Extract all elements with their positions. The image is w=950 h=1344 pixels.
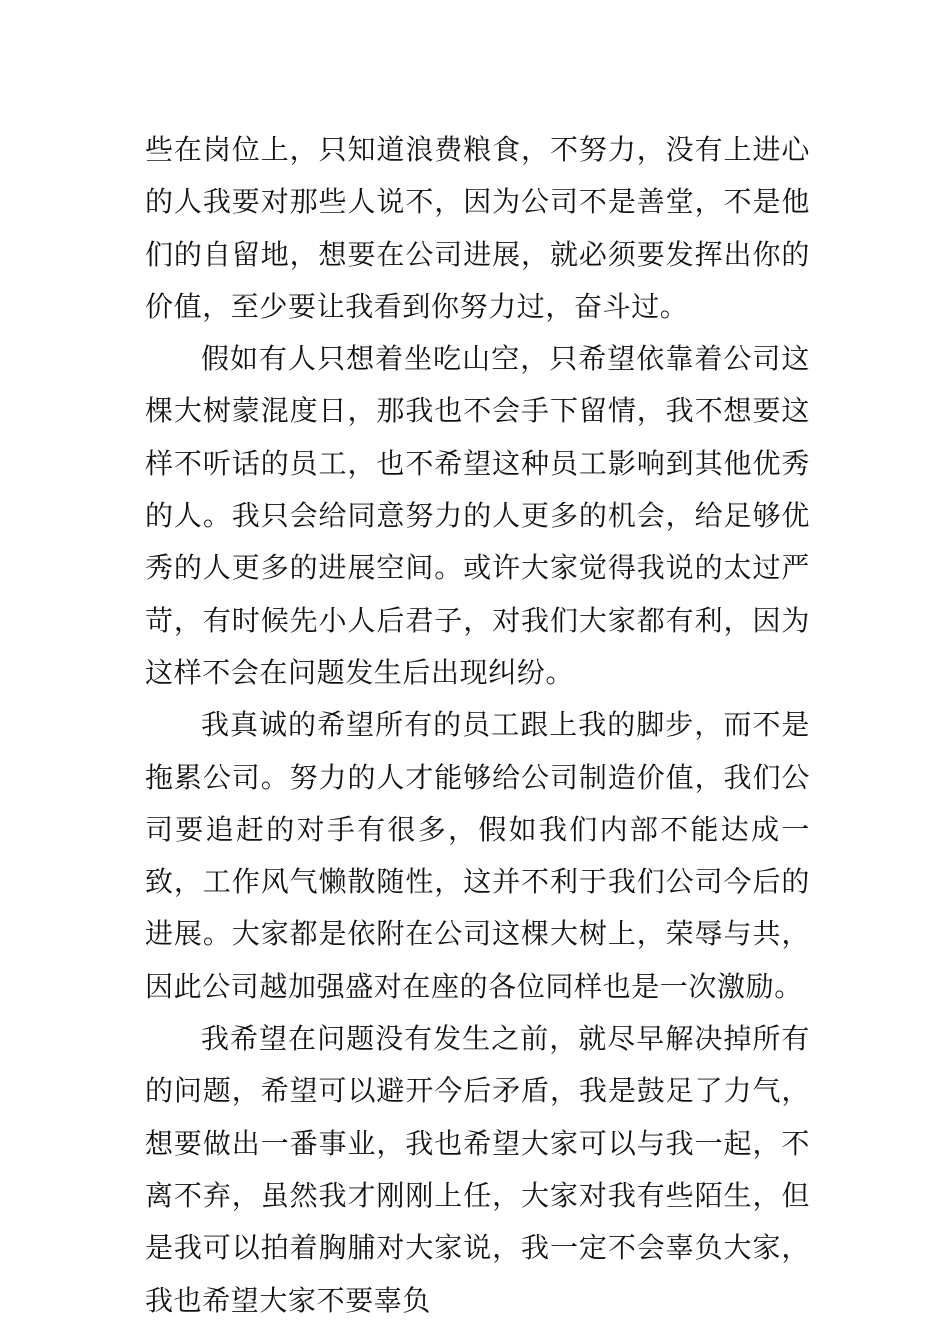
body-text (145, 124, 810, 1327)
paragraph-2: 假如有人只想着坐吃山空，只希望依靠着公司这棵大树蒙混度日，那我也不会手下留情，我不想要这样不听话的员工，也不希望这种员工影响到其他优秀的人。我只会给同意努力的人更多的机会，给足够优秀的人更多的进展空间。或许大家觉得我说的太过严苛，有时候先小人后君子，对我们大家都有利，因为这样不会在问题发生后出现纠纷。 (145, 342, 810, 689)
paragraph-3: 我真诚的希望所有的员工跟上我的脚步，而不是拖累公司。努力的人才能够给公司制造价值，我们公司要追赶的对手有很多，假如我们内部不能达成一致，工作风气懒散随性，这并不利于我们公司今后的进展。大家都是依附在公司这棵大树上，荣辱与共，因此公司越加强盛对在座的各位同样也是一次激励。 (145, 708, 810, 1003)
paragraph-4: 我希望在问题没有发生之前，就尽早解决掉所有的问题，希望可以避开今后矛盾，我是鼓足了力气，想要做出一番事业，我也希望大家可以与我一起，不离不弃，虽然我才刚刚上任，大家对我有些陌生，但是我可以拍着胸脯对大家说，我一定不会辜负大家，我也希望大家不要辜负 (145, 1022, 810, 1317)
paragraph-1: 些在岗位上，只知道浪费粮食，不努力，没有上进心的人我要对那些人说不，因为公司不是善堂，不是他们的自留地，想要在公司进展，就必须要发挥出你的价值，至少要让我看到你努力过，奋斗过。 (145, 133, 810, 323)
